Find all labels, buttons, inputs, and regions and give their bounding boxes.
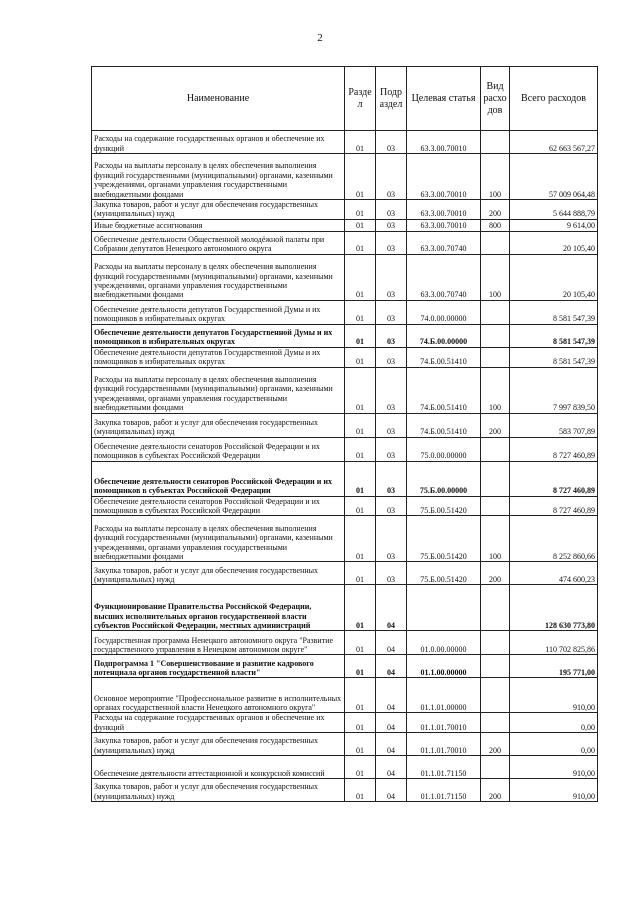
table-row xyxy=(92,585,598,631)
cell-total: 8 581 547,39 xyxy=(510,347,598,367)
cell-name: Закупка товаров, работ и услуг для обеспечения государственных (муниципальных) нужд xyxy=(92,562,345,585)
cell-type: 100 xyxy=(481,254,510,300)
cell-name: Функционирование Правительства Российской Федерации, высших исполнительных органов государственной власти субъектов Российской Федерации, местных администраций xyxy=(92,585,345,631)
header-name: Наименование xyxy=(92,67,345,131)
cell-section: 01 xyxy=(345,461,376,496)
cell-name: Расходы на выплаты персоналу в целях обеспечения выполнения функций государственными (муниципальными) органами, казенными учреждениями, органами управления государственными внебюджетными фондами xyxy=(92,516,345,562)
table-row xyxy=(92,756,598,779)
cell-total: 195 771,00 xyxy=(510,655,598,678)
cell-name: Обеспечение деятельности сенаторов Российской Федерации и их помощников в субъектах Российской Федерации xyxy=(92,496,345,516)
table-row xyxy=(92,733,598,756)
cell-type xyxy=(481,496,510,516)
cell-subsection: 03 xyxy=(376,300,407,324)
cell-subsection: 03 xyxy=(376,516,407,562)
cell-total: 8 727 460,89 xyxy=(510,496,598,516)
cell-subsection: 04 xyxy=(376,678,407,713)
cell-target: 01.1.01.71150 xyxy=(407,756,481,779)
cell-name: Расходы на содержание государственных органов и обеспечение их функций xyxy=(92,713,345,733)
cell-total: 20 105,40 xyxy=(510,254,598,300)
cell-target: 75.Б.00.00000 xyxy=(407,461,481,496)
cell-subsection: 03 xyxy=(376,200,407,220)
table-row xyxy=(92,200,598,220)
cell-total: 8 581 547,39 xyxy=(510,300,598,324)
cell-name: Расходы на содержание государственных органов и обеспечение их функций xyxy=(92,131,345,154)
cell-target: 75.Б.00.51420 xyxy=(407,562,481,585)
cell-total: 7 997 839,50 xyxy=(510,367,598,413)
cell-section: 01 xyxy=(345,347,376,367)
table-row xyxy=(92,678,598,713)
cell-name: Обеспечение деятельности депутатов Государственной Думы и их помощников в избирательных округах xyxy=(92,300,345,324)
cell-name: Подпрограмма 1 "Совершенствование и развитие кадрового потенциала органов государственной власти" xyxy=(92,655,345,678)
cell-type: 200 xyxy=(481,413,510,437)
cell-section: 01 xyxy=(345,678,376,713)
cell-name: Основное мероприятие "Профессиональное развитие в исполнительных органах государственной власти Ненецкого автономного округа" xyxy=(92,678,345,713)
cell-type: 100 xyxy=(481,154,510,200)
cell-subsection: 03 xyxy=(376,461,407,496)
cell-target: 75.0.00.00000 xyxy=(407,437,481,461)
cell-subsection: 03 xyxy=(376,562,407,585)
cell-target: 01.1.01.71150 xyxy=(407,779,481,802)
cell-section: 01 xyxy=(345,516,376,562)
cell-total: 910,00 xyxy=(510,756,598,779)
cell-section: 01 xyxy=(345,655,376,678)
cell-section: 01 xyxy=(345,713,376,733)
cell-section: 01 xyxy=(345,779,376,802)
table-row xyxy=(92,367,598,413)
cell-subsection: 03 xyxy=(376,254,407,300)
table-row xyxy=(92,131,598,154)
cell-section: 01 xyxy=(345,756,376,779)
cell-total: 8 727 460,89 xyxy=(510,461,598,496)
cell-total: 910,00 xyxy=(510,678,598,713)
cell-subsection: 03 xyxy=(376,154,407,200)
cell-section: 01 xyxy=(345,562,376,585)
cell-type xyxy=(481,324,510,347)
cell-type xyxy=(481,756,510,779)
cell-type xyxy=(481,678,510,713)
cell-subsection: 04 xyxy=(376,631,407,655)
cell-type: 200 xyxy=(481,733,510,756)
table-row xyxy=(92,655,598,678)
cell-section: 01 xyxy=(345,131,376,154)
table-row xyxy=(92,324,598,347)
cell-subsection: 03 xyxy=(376,437,407,461)
cell-type xyxy=(481,461,510,496)
cell-subsection: 03 xyxy=(376,347,407,367)
cell-total: 20 105,40 xyxy=(510,231,598,254)
cell-target: 01.0.00.00000 xyxy=(407,631,481,655)
cell-target: 75.Б.00.51420 xyxy=(407,496,481,516)
cell-name: Обеспечение деятельности сенаторов Российской Федерации и их помощников в субъектах Российской Федерации xyxy=(92,461,345,496)
cell-section: 01 xyxy=(345,300,376,324)
cell-target: 63.3.00.70010 xyxy=(407,219,481,231)
cell-subsection: 04 xyxy=(376,756,407,779)
table-row xyxy=(92,347,598,367)
cell-section: 01 xyxy=(345,413,376,437)
cell-subsection: 04 xyxy=(376,713,407,733)
cell-name: Закупка товаров, работ и услуг для обеспечения государственных (муниципальных) нужд xyxy=(92,413,345,437)
cell-subsection: 03 xyxy=(376,413,407,437)
cell-section: 01 xyxy=(345,437,376,461)
cell-section: 01 xyxy=(345,231,376,254)
cell-section: 01 xyxy=(345,219,376,231)
table-row xyxy=(92,437,598,461)
table-row xyxy=(92,779,598,802)
cell-target: 75.Б.00.51420 xyxy=(407,516,481,562)
cell-target: 74.Б.00.51410 xyxy=(407,347,481,367)
cell-subsection: 03 xyxy=(376,131,407,154)
cell-subsection: 03 xyxy=(376,324,407,347)
cell-target: 63.3.00.70010 xyxy=(407,131,481,154)
cell-name: Закупка товаров, работ и услуг для обеспечения государственных (муниципальных) нужд xyxy=(92,779,345,802)
cell-name: Обеспечение деятельности депутатов Государственной Думы и их помощников в избирательных округах xyxy=(92,347,345,367)
cell-section: 01 xyxy=(345,254,376,300)
table-row xyxy=(92,219,598,231)
table-row xyxy=(92,562,598,585)
cell-target: 74.Б.00.51410 xyxy=(407,413,481,437)
cell-subsection: 03 xyxy=(376,231,407,254)
header-total: Всего расходов xyxy=(510,67,598,131)
cell-name: Закупка товаров, работ и услуг для обеспечения государственных (муниципальных) нужд xyxy=(92,733,345,756)
cell-type xyxy=(481,631,510,655)
cell-section: 01 xyxy=(345,496,376,516)
cell-type: 200 xyxy=(481,200,510,220)
cell-target: 01.1.01.70010 xyxy=(407,733,481,756)
budget-table xyxy=(91,66,598,802)
cell-name: Государственная программа Ненецкого автономного округа "Развитие государственного управления в Ненецком автономном округе" xyxy=(92,631,345,655)
header-section: Разде л xyxy=(345,67,376,131)
table-row xyxy=(92,713,598,733)
cell-type: 800 xyxy=(481,219,510,231)
cell-total: 5 644 888,79 xyxy=(510,200,598,220)
cell-type xyxy=(481,131,510,154)
table-body xyxy=(92,131,598,802)
cell-total: 8 727 460,89 xyxy=(510,437,598,461)
cell-target: 63.3.00.70010 xyxy=(407,200,481,220)
cell-total: 910,00 xyxy=(510,779,598,802)
cell-total: 57 009 064,48 xyxy=(510,154,598,200)
cell-section: 01 xyxy=(345,585,376,631)
cell-section: 01 xyxy=(345,200,376,220)
cell-type xyxy=(481,713,510,733)
cell-name: Закупка товаров, работ и услуг для обеспечения государственных (муниципальных) нужд xyxy=(92,200,345,220)
table-header xyxy=(92,67,598,131)
header-type: Вид расхо дов xyxy=(481,67,510,131)
cell-subsection: 04 xyxy=(376,585,407,631)
cell-total: 9 614,00 xyxy=(510,219,598,231)
table-row xyxy=(92,516,598,562)
cell-target: 74.0.00.00000 xyxy=(407,300,481,324)
cell-section: 01 xyxy=(345,324,376,347)
cell-name: Обеспечение деятельности аттестационной и конкурсной комиссий xyxy=(92,756,345,779)
cell-name: Расходы на выплаты персоналу в целях обеспечения выполнения функций государственными (муниципальными) органами, казенными учреждениями, органами управления государственными внебюджетными фондами xyxy=(92,154,345,200)
table-row xyxy=(92,231,598,254)
cell-target: 01.1.01.00000 xyxy=(407,678,481,713)
cell-target: 63.3.00.70010 xyxy=(407,154,481,200)
cell-total: 110 702 825,86 xyxy=(510,631,598,655)
cell-subsection: 04 xyxy=(376,655,407,678)
cell-name: Иные бюджетные ассигнования xyxy=(92,219,345,231)
cell-total: 0,00 xyxy=(510,733,598,756)
cell-target: 74.Б.00.00000 xyxy=(407,324,481,347)
cell-subsection: 03 xyxy=(376,496,407,516)
cell-type: 100 xyxy=(481,367,510,413)
cell-target: 01.1.00.00000 xyxy=(407,655,481,678)
header-subsection: Подр аздел xyxy=(376,67,407,131)
table-row xyxy=(92,154,598,200)
cell-total: 583 707,89 xyxy=(510,413,598,437)
cell-section: 01 xyxy=(345,154,376,200)
cell-section: 01 xyxy=(345,367,376,413)
cell-total: 8 252 860,66 xyxy=(510,516,598,562)
cell-type xyxy=(481,655,510,678)
cell-section: 01 xyxy=(345,631,376,655)
cell-type xyxy=(481,585,510,631)
cell-name: Расходы на выплаты персоналу в целях обеспечения выполнения функций государственными (муниципальными) органами, казенными учреждениями, органами управления государственными внебюджетными фондами xyxy=(92,254,345,300)
cell-name: Расходы на выплаты персоналу в целях обеспечения выполнения функций государственными (муниципальными) органами, казенными учреждениями, органами управления государственными внебюджетными фондами xyxy=(92,367,345,413)
cell-subsection: 04 xyxy=(376,733,407,756)
cell-total: 62 663 567,27 xyxy=(510,131,598,154)
cell-subsection: 03 xyxy=(376,367,407,413)
table-row xyxy=(92,496,598,516)
cell-type xyxy=(481,347,510,367)
cell-target: 01.1.01.70010 xyxy=(407,713,481,733)
cell-target xyxy=(407,585,481,631)
cell-target: 63.3.00.70740 xyxy=(407,231,481,254)
cell-target: 63.3.00.70740 xyxy=(407,254,481,300)
page-number: 2 xyxy=(317,32,323,44)
cell-name: Обеспечение деятельности Общественной молодёжной палаты при Собрании депутатов Ненецкого автономного округа xyxy=(92,231,345,254)
cell-type xyxy=(481,300,510,324)
cell-total: 8 581 547,39 xyxy=(510,324,598,347)
cell-type: 200 xyxy=(481,779,510,802)
header-target: Целевая статья xyxy=(407,67,481,131)
table-row xyxy=(92,413,598,437)
cell-target: 74.Б.00.51410 xyxy=(407,367,481,413)
cell-type: 200 xyxy=(481,562,510,585)
cell-total: 474 600,23 xyxy=(510,562,598,585)
table-row xyxy=(92,254,598,300)
cell-subsection: 03 xyxy=(376,219,407,231)
table-row xyxy=(92,631,598,655)
cell-total: 0,00 xyxy=(510,713,598,733)
cell-section: 01 xyxy=(345,733,376,756)
table-row xyxy=(92,461,598,496)
cell-total: 128 630 773,80 xyxy=(510,585,598,631)
cell-name: Обеспечение деятельности депутатов Государственной Думы и их помощников в избирательных округах xyxy=(92,324,345,347)
table-row xyxy=(92,300,598,324)
cell-type xyxy=(481,437,510,461)
cell-type xyxy=(481,231,510,254)
cell-name: Обеспечение деятельности сенаторов Российской Федерации и их помощников в субъектах Российской Федерации xyxy=(92,437,345,461)
cell-type: 100 xyxy=(481,516,510,562)
cell-subsection: 04 xyxy=(376,779,407,802)
